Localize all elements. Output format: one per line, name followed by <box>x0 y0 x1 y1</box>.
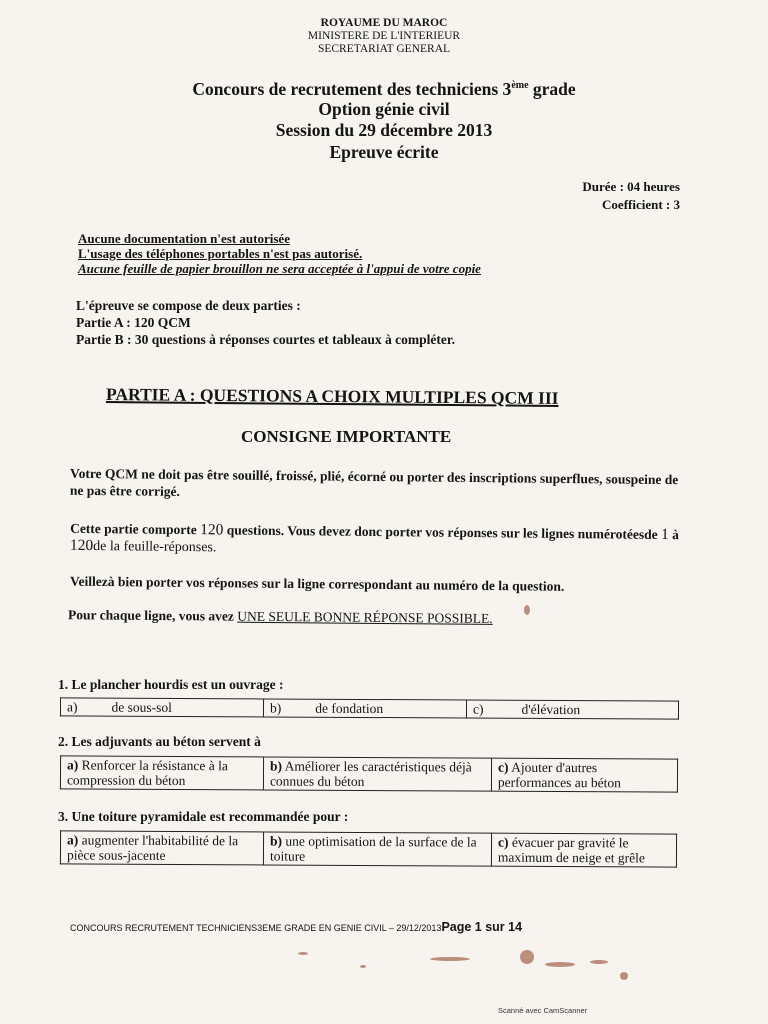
q2-c-text: Ajouter d'autres performances au béton <box>497 759 621 791</box>
exam-title <box>0 76 768 99</box>
intro-block <box>76 297 455 348</box>
paragraph-2 <box>70 520 680 561</box>
p4-text: Pour chaque ligne, vous avez <box>67 607 238 624</box>
q3-a-text: augmenter l'habitabilité de la pièce sous-jacente <box>66 832 239 863</box>
q1-option-b[interactable] <box>263 699 466 718</box>
q1-option-a[interactable] <box>60 698 263 717</box>
q1-c-key: c) <box>472 701 484 717</box>
rule-3: Aucune feuille de papier brouillon ne sera acceptée à l'appui de votre copie <box>78 261 481 276</box>
stain-mark <box>545 962 575 967</box>
q3-option-a[interactable] <box>60 831 263 865</box>
duration: Durée : 04 heures <box>582 179 680 194</box>
stain-mark <box>524 605 530 615</box>
q2-b-text: Améliorer les caractéristiques déjà connues du béton <box>269 758 472 789</box>
q3-b-text: une optimisation de la surface de la toiture <box>269 833 477 864</box>
part-a-heading: PARTIE A : QUESTIONS A CHOIX MULTIPLES QCM III <box>105 384 559 408</box>
scanner-watermark: Scanné avec CamScanner <box>498 1006 588 1015</box>
q2-a-text: Renforcer la résistance à la compression du béton <box>66 757 228 789</box>
exam-option: Option génie civil <box>318 99 450 119</box>
exam-type: Epreuve écrite <box>329 142 439 162</box>
paragraph-1: Votre QCM ne doit pas être souillé, froissé, plié, écorné ou porter des inscriptions superflues, souspeine de ne pas être corrigé. <box>69 465 679 499</box>
rule-1: Aucune documentation n'est autorisée <box>78 231 290 246</box>
question-3: 3. Une toiture pyramidale est recommandée pour : <box>58 809 349 824</box>
intro-line-1: L'épreuve se compose de deux parties : <box>76 298 301 313</box>
question-1: 1. Le plancher hourdis est un ouvrage : <box>58 677 284 692</box>
q3-c-key: c) <box>497 834 509 850</box>
question-2-options <box>60 755 678 792</box>
title-sup: ème <box>511 80 529 91</box>
q3-option-c[interactable] <box>491 833 676 867</box>
p2-number-120: 120 <box>200 521 224 539</box>
stain-mark <box>430 957 470 961</box>
exam-session: Session du 29 décembre 2013 <box>275 120 493 140</box>
rules-block <box>78 231 481 276</box>
p2-text-b: questions. Vous devez donc porter vos réponses sur les lignes numérotéesde <box>223 522 662 542</box>
p2-text-d: de la feuille-réponses. <box>93 539 217 556</box>
q2-option-c[interactable] <box>491 758 677 792</box>
q2-option-b[interactable] <box>263 757 491 791</box>
org-line-3: SECRETARIAT GENERAL <box>317 43 451 55</box>
q1-b-key: b) <box>269 700 282 716</box>
question-2: 2. Les adjuvants au béton servent à <box>58 734 261 749</box>
q3-b-key: b) <box>270 833 283 849</box>
q2-b-key: b) <box>270 758 283 774</box>
p2-text-c: à <box>668 527 680 543</box>
q1-b-text: de fondation <box>315 700 384 717</box>
question-3-options <box>60 830 677 867</box>
footer-text: CONCOURS RECRUTEMENT TECHNICIENS3EME GRADE EN GENIE CIVIL – 29/12/2013 <box>70 923 442 933</box>
stain-mark <box>620 972 628 980</box>
paragraph-4 <box>68 606 708 629</box>
p2-text-a: Cette partie comporte <box>70 520 201 538</box>
q2-option-a[interactable] <box>60 756 263 790</box>
q2-a-key: a) <box>67 757 79 773</box>
q2-c-key: c) <box>497 759 509 775</box>
q3-option-b[interactable] <box>263 832 491 866</box>
q3-a-key: a) <box>67 832 79 848</box>
consigne-heading: CONSIGNE IMPORTANTE <box>241 427 452 446</box>
p4-emphasis: UNE SEULE BONNE RÉPONSE POSSIBLE. <box>237 608 493 626</box>
p2-number-1: 1 <box>660 525 669 544</box>
coefficient: Coefficient : 3 <box>602 197 680 212</box>
intro-line-2: Partie A : 120 QCM <box>76 315 191 330</box>
question-1-options <box>60 697 679 719</box>
q3-c-text: évacuer par gravité le maximum de neige et grêle <box>497 834 645 866</box>
p2-number-120b: 120 <box>69 536 94 555</box>
stain-mark <box>298 952 308 955</box>
stain-mark <box>360 965 366 968</box>
rule-2: L'usage des téléphones portables n'est pas autorisé. <box>78 246 363 261</box>
stain-mark <box>590 960 608 964</box>
org-line-1: ROYAUME DU MAROC <box>320 17 448 29</box>
q1-a-text: de sous-sol <box>111 699 172 715</box>
title-suffix: grade <box>528 78 576 99</box>
title-text: Concours de recrutement des techniciens 3 <box>192 78 512 99</box>
q1-c-text: d'élévation <box>521 701 581 718</box>
paragraph-3: Veillezà bien porter vos réponses sur la ligne correspondant au numéro de la question. <box>69 573 565 594</box>
page-number: Page 1 sur 14 <box>441 920 523 934</box>
page-footer <box>70 920 522 934</box>
q1-option-c[interactable] <box>466 700 678 719</box>
stain-mark <box>520 950 534 964</box>
intro-line-3: Partie B : 30 questions à réponses courtes et tableaux à compléter. <box>76 332 455 347</box>
org-line-2: MINISTERE DE L'INTERIEUR <box>307 30 461 42</box>
q1-a-key: a) <box>66 699 78 715</box>
